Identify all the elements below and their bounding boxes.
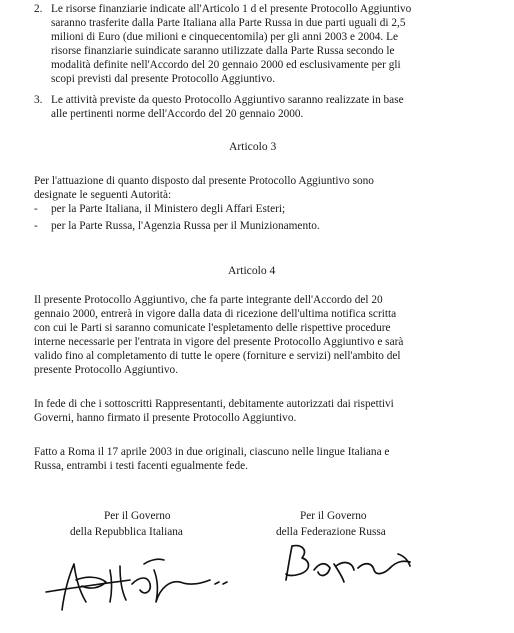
item-3-number: 3. xyxy=(34,94,43,106)
bullet-mark: - xyxy=(34,203,38,215)
articolo-4-line: interne necessarie per l'entrata in vigore del presente Protocollo Aggiuntivo e sarà xyxy=(34,336,404,348)
signature-right-label-2: della Federazione Russa xyxy=(276,526,386,538)
fatto-line: Fatto a Roma il 17 aprile 2003 in due originali, ciascuno nelle lingue Italiana e xyxy=(34,446,390,458)
signature-right-label-1: Per il Governo xyxy=(300,510,367,522)
fede-line: In fede di che i sottoscritti Rappresentanti, debitamente autorizzati dai rispettivi xyxy=(34,398,394,410)
item-3-line: Le attività previste da questo Protocollo Aggiuntivo saranno realizzate in base xyxy=(51,94,404,106)
articolo-3-line: Per l'attuazione di quanto disposto dal presente Protocollo Aggiuntivo sono xyxy=(34,175,374,187)
articolo-4-line: presente Protocollo Aggiuntivo. xyxy=(34,364,179,376)
articolo-4-line: gennaio 2000, entrerà in vigore dalla data di ricezione dell'ultima notifica scritta xyxy=(34,308,397,320)
articolo-3-heading: Articolo 3 xyxy=(229,140,277,153)
signature-right-handwritten xyxy=(278,540,428,590)
fatto-line: Russa, entrambi i testi facenti egualmente fede. xyxy=(34,460,248,472)
item-3-line: alle pertinenti norme dell'Accordo del 20 gennaio 2000. xyxy=(51,108,304,120)
item-2-line: saranno trasferite dalla Parte Italiana alla Parte Russa in due parti uguali di 2,5 xyxy=(51,17,406,29)
item-2-line: risorse finanziarie suindicate saranno utilizzate dalla Parte Russa secondo le xyxy=(51,45,395,57)
articolo-3-line: designate le seguenti Autorità: xyxy=(34,189,172,201)
signature-left-handwritten xyxy=(40,540,250,620)
articolo-4-line: con cui le Parti si saranno comunicate l'espletamento delle rispettive procedure xyxy=(34,322,391,334)
item-2-line: milioni di Euro (due milioni e cinquecentomila) per gli anni 2003 e 2004. Le xyxy=(51,31,398,43)
articolo-4-heading: Articolo 4 xyxy=(228,264,276,277)
bullet-mark: - xyxy=(34,220,38,232)
signature-left-label-1: Per il Governo xyxy=(104,510,171,522)
item-2-line: modalità definite nell'Accordo del 20 gennaio 2000 ed esclusivamente per gli xyxy=(51,59,401,71)
articolo-4-line: valido fino al completamento di tutte le opere (forniture e servizi) nell'ambito del xyxy=(34,350,401,362)
signature-left-label-2: della Repubblica Italiana xyxy=(70,526,183,538)
articolo-4-line: Il presente Protocollo Aggiuntivo, che fa parte integrante dell'Accordo del 20 xyxy=(34,294,383,306)
item-2-number: 2. xyxy=(34,3,43,15)
fede-line: Governi, hanno firmato il presente Protocollo Aggiuntivo. xyxy=(34,412,297,424)
bullet-item-russa: per la Parte Russa, l'Agenzia Russa per il Munizionamento. xyxy=(51,220,320,232)
bullet-item-italiana: per la Parte Italiana, il Ministero degli Affari Esteri; xyxy=(51,203,286,215)
item-2-line: Le risorse finanziarie indicate all'Articolo 1 d el presente Protocollo Aggiuntivo xyxy=(51,3,412,15)
item-2-line: scopi previsti dal presente Protocollo Aggiuntivo. xyxy=(51,73,276,85)
